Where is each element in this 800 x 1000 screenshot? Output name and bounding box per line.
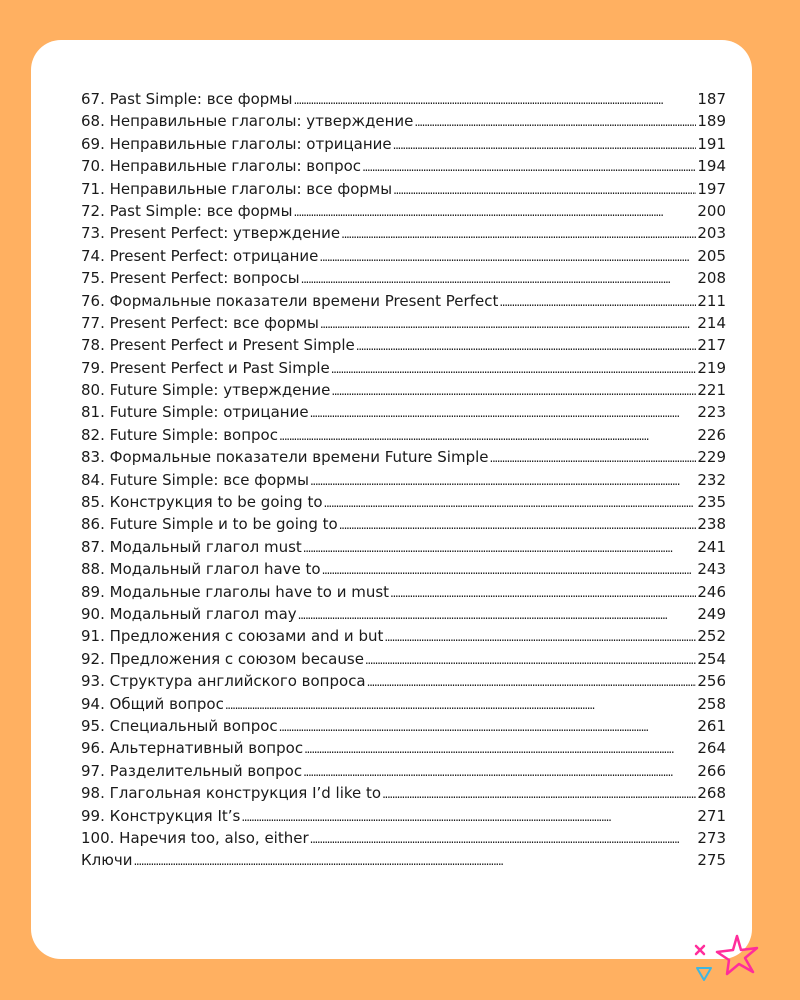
toc-entry[interactable]	[81, 247, 726, 269]
toc-leader-dots	[225, 695, 697, 713]
toc-leader-dots	[279, 717, 697, 735]
toc-entry-page: 252	[697, 627, 726, 646]
toc-leader-dots	[319, 247, 696, 265]
toc-entry-title: 91. Предложения с союзами and и but	[81, 627, 384, 646]
toc-entry-page: 264	[697, 739, 726, 758]
toc-entry[interactable]	[81, 135, 726, 157]
toc-leader-dots	[133, 851, 696, 869]
toc-leader-dots	[390, 583, 696, 601]
toc-leader-dots	[414, 112, 696, 130]
toc-entry-title: 77. Present Perfect: все формы	[81, 313, 319, 332]
toc-entry-page: 256	[697, 672, 726, 691]
toc-entry-page: 187	[697, 90, 726, 108]
toc-entry-page: 243	[697, 560, 726, 579]
toc-entry-title: 96. Альтернативный вопрос	[81, 739, 304, 758]
toc-entry-title: 72. Past Simple: все формы	[81, 201, 293, 220]
toc-entry-page: 235	[697, 493, 726, 512]
toc-leader-dots	[298, 605, 697, 623]
toc-entry-page: 229	[697, 448, 726, 467]
toc-entry-page: 217	[697, 336, 726, 355]
toc-entry-title: 83. Формальные показатели времени Future Simple	[81, 448, 489, 467]
toc-entry[interactable]	[81, 695, 726, 717]
page-sheet	[31, 40, 752, 959]
toc-entry-title: 98. Глагольная конструкция I’d like to	[81, 784, 382, 803]
toc-entry-page: 197	[697, 179, 726, 198]
toc-entry-page: 241	[697, 537, 726, 556]
toc-leader-dots	[331, 359, 697, 377]
toc-entry[interactable]	[81, 605, 726, 627]
toc-leader-dots	[393, 180, 696, 198]
toc-entry[interactable]	[81, 381, 726, 403]
toc-leader-dots	[279, 426, 696, 444]
toc-entry-title: 90. Модальный глагол may	[81, 604, 297, 623]
toc-leader-dots	[322, 560, 697, 578]
toc-entry-page: 219	[697, 358, 726, 377]
toc-entry-title: 79. Present Perfect и Past Simple	[81, 358, 330, 377]
toc-entry-title: 73. Present Perfect: утверждение	[81, 224, 341, 243]
toc-entry[interactable]	[81, 515, 726, 537]
toc-leader-dots	[365, 650, 696, 668]
toc-entry-page: 254	[697, 649, 726, 668]
toc-leader-dots	[241, 807, 696, 825]
toc-entry-page: 268	[697, 784, 726, 803]
toc-entry[interactable]	[81, 784, 726, 806]
toc-entry[interactable]	[81, 851, 726, 873]
toc-entry[interactable]	[81, 403, 726, 425]
toc-entry-title: 80. Future Simple: утверждение	[81, 381, 331, 400]
toc-entry-page: 208	[697, 269, 726, 288]
toc-entry[interactable]	[81, 157, 726, 179]
toc-entry-title: 84. Future Simple: все формы	[81, 470, 309, 489]
table-of-contents	[81, 90, 726, 874]
toc-entry-page: 261	[697, 716, 726, 735]
toc-entry-title: 89. Модальные глаголы have to и must	[81, 582, 390, 601]
toc-leader-dots	[339, 515, 697, 533]
toc-entry[interactable]	[81, 292, 726, 314]
toc-entry[interactable]	[81, 269, 726, 291]
toc-entry-page: 258	[697, 694, 726, 713]
toc-leader-dots	[490, 448, 697, 466]
toc-entry-page: 214	[697, 313, 726, 332]
toc-entry-page: 194	[697, 157, 726, 176]
toc-entry[interactable]	[81, 112, 726, 134]
toc-entry-page: 238	[697, 515, 726, 534]
decoration-group	[691, 930, 771, 990]
toc-entry-title: Ключи	[81, 851, 133, 870]
toc-entry-page: 223	[697, 403, 726, 422]
toc-entry[interactable]	[81, 314, 726, 336]
toc-leader-dots	[341, 224, 696, 242]
toc-entry[interactable]	[81, 829, 726, 851]
toc-entry-title: 92. Предложения с союзом because	[81, 649, 364, 668]
toc-entry[interactable]	[81, 224, 726, 246]
toc-entry[interactable]	[81, 807, 726, 829]
toc-leader-dots	[367, 672, 697, 690]
toc-leader-dots	[310, 471, 696, 489]
toc-entry-title: 86. Future Simple и to be going to	[81, 515, 338, 534]
toc-entry-title: 76. Формальные показатели времени Present Perfect	[81, 291, 499, 310]
toc-entry-page: 211	[697, 291, 726, 310]
toc-entry-page: 271	[697, 806, 726, 825]
toc-entry-page: 205	[697, 246, 726, 265]
toc-entry-title: 100. Наречия too, also, either	[81, 828, 309, 847]
toc-entry[interactable]	[81, 627, 726, 649]
cross-icon	[696, 946, 704, 954]
triangle-icon	[697, 968, 711, 980]
toc-entry[interactable]	[81, 650, 726, 672]
toc-entry-page: 232	[697, 470, 726, 489]
toc-leader-dots	[382, 784, 696, 802]
toc-entry-title: 75. Present Perfect: вопросы	[81, 269, 300, 288]
toc-entry[interactable]	[81, 538, 726, 560]
toc-entry[interactable]	[81, 202, 726, 224]
toc-entry[interactable]	[81, 336, 726, 358]
toc-entry-title: 78. Present Perfect и Present Simple	[81, 336, 355, 355]
toc-entry[interactable]	[81, 426, 726, 448]
toc-leader-dots	[310, 829, 697, 847]
toc-entry-page: 221	[697, 381, 726, 400]
toc-entry-title: 74. Present Perfect: отрицание	[81, 246, 319, 265]
toc-entry-title: 97. Разделительный вопрос	[81, 761, 303, 780]
toc-entry[interactable]	[81, 359, 726, 381]
toc-leader-dots	[293, 202, 696, 220]
toc-entry-title: 95. Специальный вопрос	[81, 716, 278, 735]
toc-entry[interactable]	[81, 672, 726, 694]
toc-entry-page: 200	[697, 201, 726, 220]
toc-leader-dots	[320, 314, 697, 332]
toc-entry-page: 189	[697, 112, 726, 131]
toc-entry-page: 226	[697, 425, 726, 444]
toc-entry-page: 191	[697, 134, 726, 153]
toc-entry-title: 85. Конструкция to be going to	[81, 493, 323, 512]
toc-entry-title: 94. Общий вопрос	[81, 694, 224, 713]
toc-leader-dots	[303, 762, 696, 780]
toc-leader-dots	[393, 135, 697, 153]
toc-entry-page: 249	[697, 604, 726, 623]
toc-leader-dots	[303, 538, 697, 556]
toc-entry-page: 266	[697, 761, 726, 780]
star-icon	[717, 936, 757, 974]
toc-entry-title: 81. Future Simple: отрицание	[81, 403, 309, 422]
toc-entry-title: 68. Неправильные глаголы: утверждение	[81, 112, 414, 131]
toc-entry[interactable]	[81, 583, 726, 605]
toc-entry-title: 88. Модальный глагол have to	[81, 560, 321, 579]
toc-entry[interactable]	[81, 739, 726, 761]
toc-leader-dots	[362, 157, 696, 175]
toc-entry-title: 70. Неправильные глаголы: вопрос	[81, 157, 362, 176]
toc-leader-dots	[499, 292, 696, 310]
toc-entry-title: 87. Модальный глагол must	[81, 537, 302, 556]
toc-entry-page: 275	[697, 851, 726, 870]
toc-leader-dots	[331, 381, 696, 399]
toc-leader-dots	[301, 269, 697, 287]
toc-leader-dots	[384, 627, 696, 645]
toc-leader-dots	[356, 336, 697, 354]
toc-entry-page: 203	[697, 224, 726, 243]
toc-entry[interactable]	[81, 717, 726, 739]
toc-entry[interactable]	[81, 90, 726, 112]
toc-entry-title: 82. Future Simple: вопрос	[81, 425, 278, 444]
toc-leader-dots	[293, 90, 696, 108]
toc-entry-page: 246	[697, 582, 726, 601]
toc-entry[interactable]	[81, 180, 726, 202]
toc-leader-dots	[310, 403, 697, 421]
toc-entry[interactable]	[81, 448, 726, 470]
toc-entry[interactable]	[81, 560, 726, 582]
toc-entry[interactable]	[81, 762, 726, 784]
toc-entry-title: 99. Конструкция It’s	[81, 806, 241, 825]
toc-entry-title: 93. Структура английского вопроса	[81, 672, 366, 691]
toc-entry[interactable]	[81, 471, 726, 493]
toc-leader-dots	[304, 739, 696, 757]
toc-entry-title: 69. Неправильные глаголы: отрицание	[81, 134, 392, 153]
toc-leader-dots	[324, 493, 697, 511]
toc-entry-title: 71. Неправильные глаголы: все формы	[81, 179, 393, 198]
toc-entry-page: 273	[697, 828, 726, 847]
toc-entry-title: 67. Past Simple: все формы	[81, 90, 293, 108]
toc-entry[interactable]	[81, 493, 726, 515]
